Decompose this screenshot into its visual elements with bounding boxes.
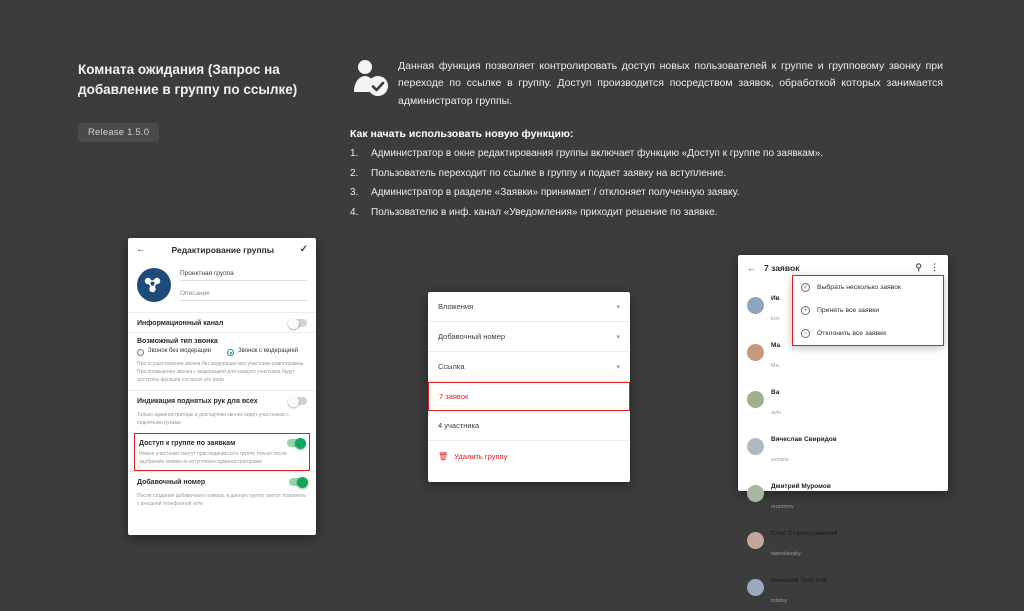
radio-dot-icon — [137, 349, 144, 356]
row-info-channel[interactable] — [128, 312, 316, 332]
row-label: Индикация поднятых рук для всех — [137, 397, 258, 405]
search-icon[interactable]: ⚲ — [915, 262, 922, 272]
appbar — [128, 238, 316, 262]
row-attachments[interactable] — [428, 292, 630, 322]
appbar-title: Редактирование группы — [171, 245, 275, 255]
row-link[interactable] — [428, 352, 630, 382]
row-group-access-by-request[interactable] — [135, 434, 309, 450]
list-item: 1. Администратор в окне редактирования группы включает функцию «Доступ к группе по заявкам». — [350, 148, 824, 159]
radio-dot-icon — [227, 349, 234, 356]
chevron-down-icon[interactable]: ▾ — [616, 363, 620, 371]
trash-icon: 🗑 — [438, 451, 449, 461]
chevron-down-icon[interactable]: ▾ — [616, 333, 620, 341]
highlight-access-setting — [134, 433, 310, 471]
row-requests-count[interactable] — [428, 382, 630, 411]
list-item: 2. Пользователь переходит по ссылке в группу и подает заявку на вступление. — [350, 167, 727, 179]
menu-item-label: Принять все заявки — [817, 307, 879, 314]
hands-note: Только администраторы и докладчики звонка видят участников с поднятыми руками — [137, 412, 289, 426]
call-type-label: Возможный тип звонка — [128, 332, 316, 348]
list-item[interactable]: Ма Ma — [738, 329, 948, 376]
screenshot-requests-list — [738, 255, 948, 604]
howto-title: Как начать использовать новую функцию: — [350, 128, 574, 140]
toggle-group-access-by-request[interactable] — [287, 439, 305, 447]
list-item[interactable]: Вячеслав Свиридов svirdon — [738, 423, 948, 470]
access-note: Новые участники смогут присоединиться к группе только после одобрения заявки на вступление администраторами — [139, 451, 287, 465]
more-vertical-icon[interactable]: ⋮ — [930, 262, 939, 272]
minus-circle-icon: − — [801, 329, 810, 338]
call-type-options — [128, 348, 316, 360]
group-description-input[interactable]: Описание — [180, 290, 307, 301]
overflow-menu — [792, 275, 944, 346]
menu-item-select-multiple-requests[interactable] — [793, 276, 943, 299]
toggle-extension-number[interactable] — [289, 478, 307, 486]
row-label: Добавочный номер — [438, 332, 506, 341]
page-title: Комната ожидания (Запрос на добавление в группу по ссылке) — [78, 62, 298, 97]
radio-call-with-moderation[interactable]: Звонок с модерацией — [227, 348, 307, 356]
list-item[interactable]: Стас Станиславский stanislavsky — [738, 517, 948, 564]
extension-note: После создания добавочного номера, в данную группу смогут позвонить с внешней телефонной сети — [137, 493, 306, 507]
group-name-input[interactable]: Проектная группа — [180, 270, 307, 281]
list-item[interactable]: Николай Толстой tolstoy — [738, 564, 948, 611]
row-label: Вложения — [438, 302, 474, 311]
avatar — [747, 391, 764, 408]
appbar-title: 7 заявок — [764, 262, 800, 273]
row-label: Добавочный номер — [137, 478, 206, 486]
plus-circle-icon: + — [801, 306, 810, 315]
avatar — [747, 579, 764, 596]
row-extension-number[interactable] — [128, 471, 316, 491]
howto-list — [350, 144, 950, 222]
menu-item-reject-all-requests[interactable] — [793, 322, 943, 345]
menu-item-label: Выбрать несколько заявок — [817, 284, 901, 291]
row-label: Удалить группу — [454, 451, 508, 461]
screenshot-group-settings-list — [428, 292, 630, 482]
row-label: Доступ к группе по заявкам — [139, 439, 236, 447]
toggle-hands-indication[interactable] — [289, 397, 307, 405]
row-label: 7 заявок — [439, 392, 469, 401]
radio-call-without-moderation[interactable]: Звонок без модерации — [137, 348, 217, 356]
list-item[interactable]: Дмитрий Муромов muromov — [738, 470, 948, 517]
avatar — [747, 344, 764, 361]
call-type-note: При осуществлении звонка без модерации все участники равноправны. При проведении звонка с модерацией для каждого участника будут доступны функции согласно его роли — [137, 361, 305, 383]
delete-group-button[interactable] — [428, 441, 630, 471]
list-item: 4. Пользователю в инф. канал «Уведомления» приходит решение по заявке. — [350, 206, 718, 218]
group-approved-icon — [352, 58, 392, 100]
avatar — [747, 532, 764, 549]
arrow-left-icon[interactable]: ← — [136, 244, 146, 255]
row-hands-indication[interactable] — [128, 390, 316, 410]
menu-item-label: Отклонить все заявки — [817, 330, 886, 337]
row-label: Информационный канал — [137, 319, 224, 327]
avatar — [747, 485, 764, 502]
chevron-down-icon[interactable]: ▾ — [616, 303, 620, 311]
release-badge: Release 1.5.0 — [78, 123, 159, 142]
row-label: 4 участника — [438, 421, 480, 430]
avatar — [747, 438, 764, 455]
avatar — [747, 297, 764, 314]
row-participants-count[interactable] — [428, 411, 630, 441]
list-item[interactable]: Ив kon — [738, 282, 948, 329]
toggle-info-channel[interactable] — [289, 319, 307, 327]
check-circle-icon: ✓ — [802, 285, 809, 291]
screenshot-group-editing — [128, 238, 316, 535]
list-item: 3. Администратор в разделе «Заявки» принимает / отклоняет полученную заявку. — [350, 187, 740, 198]
intro-text: Данная функция позволяет контролировать доступ новых пользователей к группе и групповому звонку при переходе по ссылке в группу. Доступ производится посредством заявок, обработкой которых занимается администратор группы. — [398, 60, 943, 107]
row-label: Ссылка — [438, 362, 465, 371]
group-logo-icon[interactable] — [137, 268, 171, 302]
group-identity — [128, 262, 316, 312]
list-item[interactable]: Ва avin — [738, 376, 948, 423]
menu-item-accept-all-requests[interactable] — [793, 299, 943, 322]
check-icon[interactable]: ✓ — [299, 244, 308, 255]
row-extension-number[interactable] — [428, 322, 630, 352]
arrow-left-icon[interactable]: ← — [747, 262, 756, 273]
